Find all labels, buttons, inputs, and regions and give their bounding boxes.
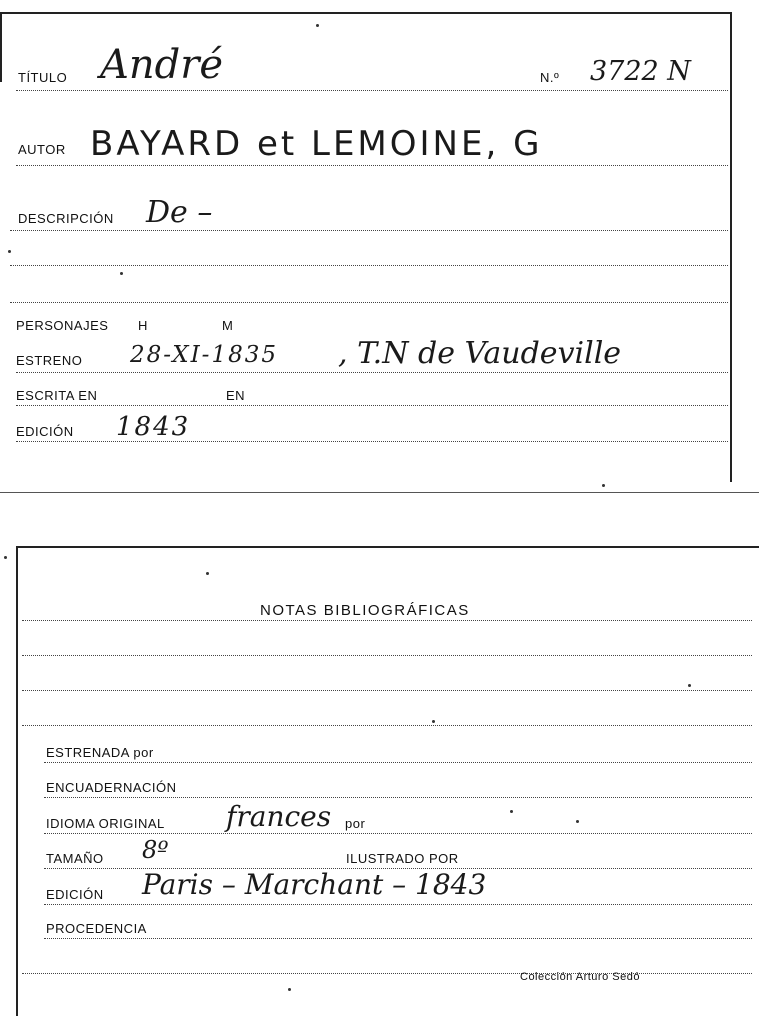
card-top-edge-bottom — [16, 546, 759, 548]
estreno-place: , T.N de Vaudeville — [338, 336, 622, 371]
estreno-label: ESTRENO — [16, 353, 83, 368]
speck — [576, 820, 579, 823]
coleccion-stamp: Colección Arturo Sedó — [520, 971, 640, 983]
tamano-label: TAMAÑO — [46, 851, 104, 866]
rule-encuadernacion — [44, 797, 752, 798]
idioma-value: frances — [226, 800, 332, 833]
rule-autor — [16, 165, 728, 166]
rule-notas — [22, 620, 752, 621]
rule-estreno — [16, 372, 728, 373]
edicion-label-top: EDICIÓN — [16, 424, 74, 439]
rule-titulo — [16, 90, 728, 91]
ilustrado-label: ILUSTRADO POR — [346, 851, 459, 866]
rule-estrenada — [44, 762, 752, 763]
edicion-value-bottom: Paris – Marchant – 1843 — [142, 868, 487, 901]
estrenada-label: ESTRENADA por — [46, 745, 154, 760]
rule-notas-2 — [22, 655, 752, 656]
card-left-edge — [0, 12, 2, 82]
notas-heading: NOTAS BIBLIOGRÁFICAS — [260, 602, 470, 619]
descripcion-value: De – — [146, 195, 213, 230]
personajes-label: PERSONAJES — [16, 318, 109, 333]
rule-escrita — [16, 405, 728, 406]
idioma-label: IDIOMA ORIGINAL — [46, 816, 165, 831]
edicion-value-top: 1843 — [116, 412, 191, 442]
personajes-m-label: M — [222, 318, 234, 333]
autor-label: AUTOR — [18, 142, 66, 157]
procedencia-label: PROCEDENCIA — [46, 921, 147, 936]
card-left-edge-bottom — [16, 546, 18, 1016]
speck — [316, 24, 319, 27]
rule-descripcion-2 — [10, 265, 728, 266]
speck — [432, 720, 435, 723]
numero-label: N.º — [540, 70, 560, 85]
speck — [206, 572, 209, 575]
edicion-label-bottom: EDICIÓN — [46, 887, 104, 902]
idioma-por-label: por — [345, 816, 366, 831]
rule-notas-4 — [22, 725, 752, 726]
rule-descripcion — [10, 230, 728, 231]
personajes-h-label: H — [138, 318, 148, 333]
catalog-card-top — [0, 0, 759, 495]
rule-tamano — [44, 868, 752, 869]
escrita-en-en-label: EN — [226, 388, 246, 403]
tamano-value: 8º — [142, 836, 169, 864]
escrita-en-label: ESCRITA EN — [16, 388, 98, 403]
numero-value: 3722 N — [590, 56, 691, 87]
speck — [688, 684, 691, 687]
card-top-edge — [0, 12, 732, 14]
rule-procedencia — [44, 938, 752, 939]
titulo-label: TÍTULO — [18, 70, 68, 85]
rule-edicion-bottom — [44, 904, 752, 905]
card-right-edge — [730, 12, 732, 482]
estreno-date: 28-XI-1835 — [130, 342, 278, 368]
descripcion-label: DESCRIPCIÓN — [18, 211, 114, 226]
titulo-value: André — [100, 42, 224, 88]
speck — [4, 556, 7, 559]
autor-value: BAYARD et LEMOINE, G — [90, 124, 543, 164]
speck — [288, 988, 291, 991]
rule-final — [22, 973, 752, 974]
encuadernacion-label: ENCUADERNACIÓN — [46, 780, 177, 795]
speck — [120, 272, 123, 275]
card-bottom-edge — [0, 492, 759, 493]
speck — [8, 250, 11, 253]
rule-descripcion-3 — [10, 302, 728, 303]
speck — [510, 810, 513, 813]
rule-notas-3 — [22, 690, 752, 691]
speck — [602, 484, 605, 487]
rule-idioma — [44, 833, 752, 834]
